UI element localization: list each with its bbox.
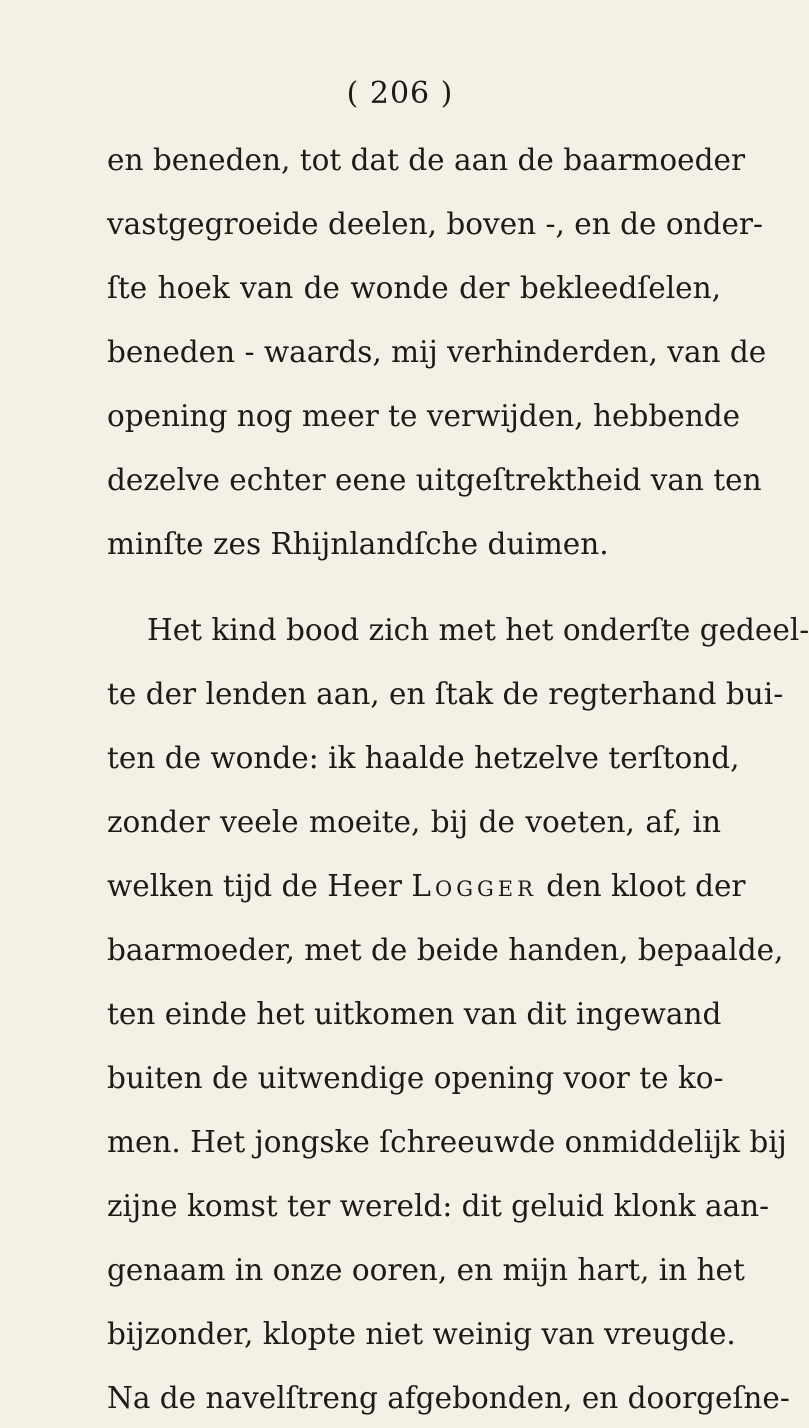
- text-line: Het kind bood zich met het onderſte gedeel-: [147, 613, 809, 647]
- text-line-with-name: [107, 856, 746, 916]
- page-number: ( 206 ): [346, 76, 454, 111]
- text-line: te der lenden aan, en ſtak de regterhand bui-: [107, 677, 784, 711]
- text-line: men. Het jongske ſchreeuwde onmiddelijk bij: [107, 1125, 787, 1159]
- text-line: genaam in onze ooren, en mijn hart, in het: [107, 1253, 745, 1287]
- text-line: vastgegroeide deelen, boven -, en de onder-: [107, 207, 763, 241]
- text-line: bijzonder, klopte niet weinig van vreugde.: [107, 1317, 736, 1351]
- text-line: ſte hoek van de wonde der bekleedſelen,: [107, 271, 721, 305]
- text-line: minſte zes Rhijnlandſche duimen.: [107, 527, 609, 561]
- text-segment: den kloot der: [546, 869, 746, 903]
- text-line: ten einde het uitkomen van dit ingewand: [107, 997, 722, 1031]
- person-name: Logger: [411, 869, 537, 903]
- text-line: dezelve echter eene uitgeſtrektheid van ten: [107, 463, 762, 497]
- text-line: en beneden, tot dat de aan de baarmoeder: [107, 143, 746, 177]
- text-line: Na de navelſtreng afgebonden, en doorgeſne-: [107, 1381, 790, 1415]
- text-line: ten de wonde: ik haalde hetzelve terſtond,: [107, 741, 740, 775]
- text-line: opening nog meer te verwijden, hebbende: [107, 399, 741, 433]
- text-line: beneden - waards, mij verhinderden, van de: [107, 335, 767, 369]
- text-line: baarmoeder, met de beide handen, bepaalde,: [107, 933, 784, 967]
- text-segment: welken tijd de Heer: [107, 869, 403, 903]
- text-line: buiten de uitwendige opening voor te ko-: [107, 1061, 724, 1095]
- text-line: zijne komst ter wereld: dit geluid klonk aan-: [107, 1189, 770, 1223]
- text-line: zonder veele moeite, bij de voeten, af, in: [107, 805, 721, 839]
